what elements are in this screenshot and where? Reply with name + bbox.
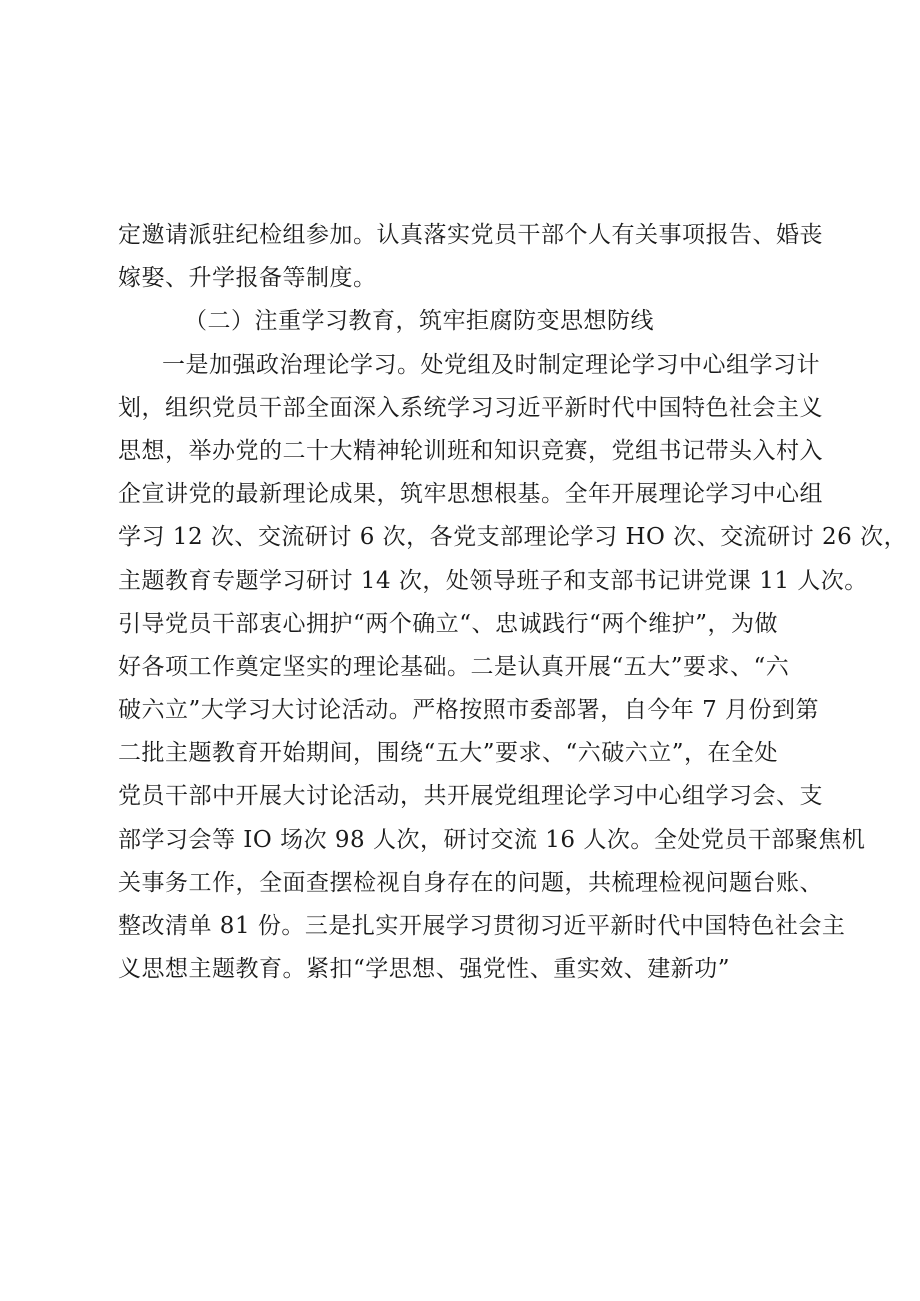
text-line-15: 部学习会等 IO 场次 98 人次，研讨交流 16 人次。全处党员干部聚焦机 (118, 826, 866, 853)
text-line-18: 义思想主题教育。紧扣“学思想、强党性、重实效、建新功” (118, 956, 731, 983)
text-line-2: 嫁娶、升学报备等制度。 (118, 265, 377, 292)
text-line-12: 破六立”大学习大讨论活动。严格按照市委部署，自今年 7 月份到第 (118, 697, 820, 724)
text-line-13: 二批主题教育开始期间，围绕“五大”要求、“六破六立”，在全处 (118, 740, 779, 767)
text-line-1: 定邀请派驻纪检组参加。认真落实党员干部个人有关事项报告、婚丧 (118, 222, 823, 248)
text-line-4: 一是加强政治理论学习。处党组及时制定理论学习中心组学习计 (162, 351, 820, 378)
text-line-6: 思想，举办党的二十大精神轮训班和知识竞赛，党组书记带头入村入 (118, 437, 823, 464)
text-line-17: 整改清单 81 份。三是扎实开展学习贯彻习近平新时代中国特色社会主 (118, 913, 846, 939)
text-line-14: 党员干部中开展大讨论活动，共开展党组理论学习中心组学习会、支 (118, 783, 823, 810)
text-line-8: 学习 12 次、交流研讨 6 次，各党支部理论学习 HO 次、交流研讨 26 次， (118, 524, 908, 551)
text-line-16: 关事务工作，全面查摆检视自身存在的问题，共梳理检视问题台账、 (118, 869, 823, 896)
text-line-9: 主题教育专题学习研讨 14 次，处领导班子和支部书记讲党课 11 人次。 (118, 567, 868, 594)
section-heading: （二）注重学习教育，筑牢拒腐防变思想防线 (184, 308, 654, 335)
body-text (118, 214, 908, 991)
text-line-11: 好各项工作奠定坚实的理论基础。二是认真开展“五大”要求、“六 (118, 653, 790, 680)
text-line-10: 引导党员干部衷心拥护“两个确立“、忠诚践行“两个维护”，为做 (118, 610, 779, 637)
text-line-7: 企宣讲党的最新理论成果，筑牢思想根基。全年开展理论学习中心组 (118, 481, 823, 508)
text-line-5: 划，组织党员干部全面深入系统学习习近平新时代中国特色社会主义 (118, 394, 823, 421)
